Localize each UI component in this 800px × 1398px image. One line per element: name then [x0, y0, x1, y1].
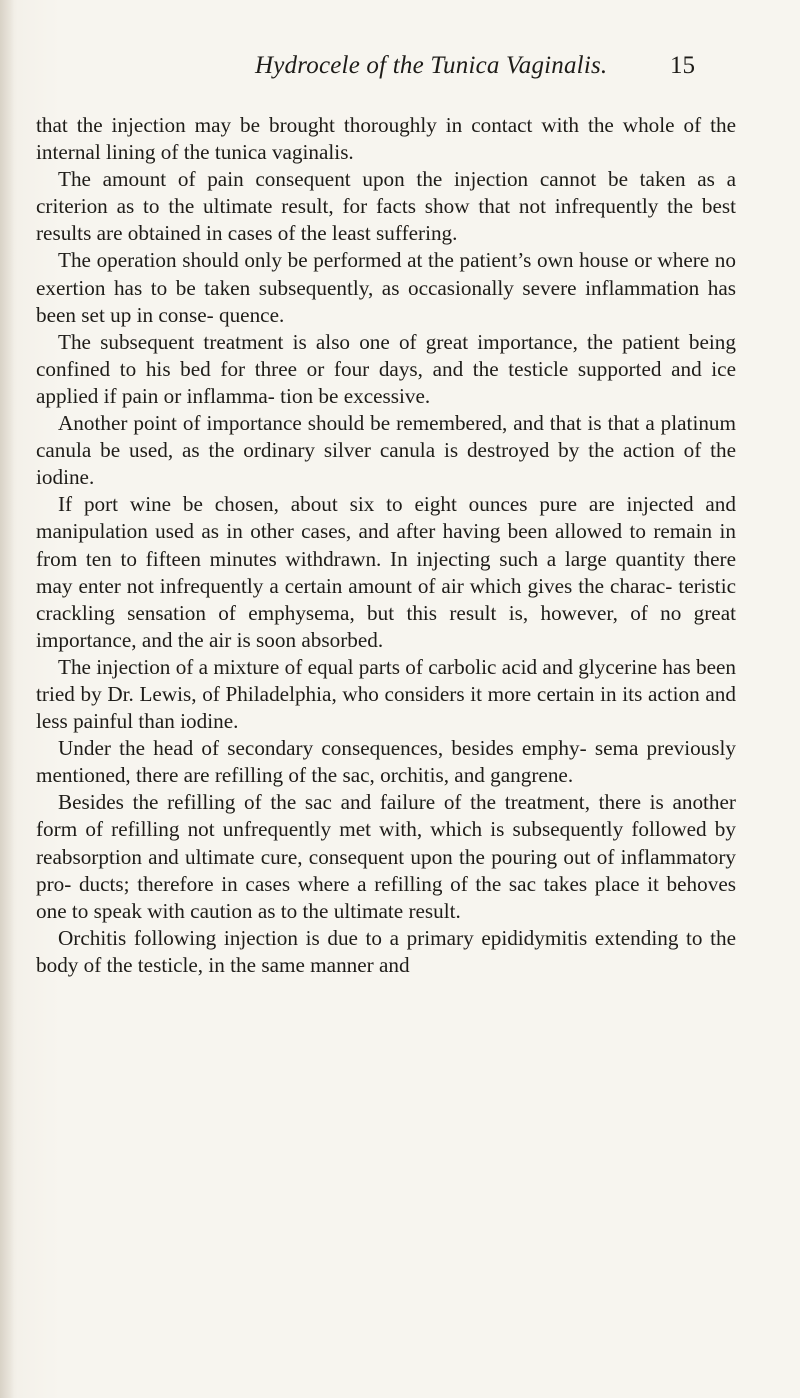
page-number: 15	[670, 52, 695, 79]
paragraph: The operation should only be performed at the patient’s own house or where no exertion has to be taken subsequently, as occasionally severe inflammation has been set up in conse- quence.	[36, 248, 736, 327]
paragraph: The injection of a mixture of equal parts of carbolic acid and glycerine has been tried by Dr. Lewis, of Philadelphia, who considers it more certain in its action and less painful than iodine.	[36, 654, 736, 734]
body-text	[36, 112, 736, 979]
paragraph: Under the head of secondary consequences, besides emphy- sema previously mentioned, there are refilling of the sac, orchitis, and gangrene.	[36, 736, 736, 788]
page-binding-edge	[0, 0, 14, 1398]
paragraph: Orchitis following injection is due to a primary epididymitis extending to the body of the testicle, in the same manner and	[36, 925, 736, 977]
paragraph: The amount of pain consequent upon the injection cannot be taken as a criterion as to the ultimate result, for facts show that not infrequently the best results are obtained in cases of the least suffering.	[36, 167, 736, 246]
paragraph: If port wine be chosen, about six to eight ounces pure are injected and manipulation used as in other cases, and after having been allowed to remain in from ten to fifteen minutes withdrawn. In injecting such a large quantity there may enter not infrequently a certain amount of air which gives the charac- teristic crackling sensation of emphysema, but this result is, however, of no great importance, and the air is soon absorbed.	[36, 492, 736, 652]
paragraph: Another point of importance should be remembered, and that is that a platinum canula be used, as the ordinary silver canula is destroyed by the action of the iodine.	[36, 411, 736, 490]
paragraph: The subsequent treatment is also one of great importance, the patient being confined to his bed for three or four days, and the testicle supported and ice applied if pain or inflamma- tion be excessive.	[36, 329, 736, 408]
paragraph: Besides the refilling of the sac and failure of the treatment, there is another form of refilling not unfrequently met with, which is subsequently followed by reabsorption and ultimate cure, consequent upon the pouring out of inflammatory pro- ducts; therefore in cases where a refilling of the sac takes place it behoves one to speak with caution as to the ultimate result.	[36, 790, 736, 923]
running-title: Hydrocele of the Tunica Vaginalis.	[255, 52, 608, 79]
page-header	[255, 52, 695, 92]
paragraph: that the injection may be brought thoroughly in contact with the whole of the internal lining of the tunica vaginalis.	[36, 113, 736, 165]
